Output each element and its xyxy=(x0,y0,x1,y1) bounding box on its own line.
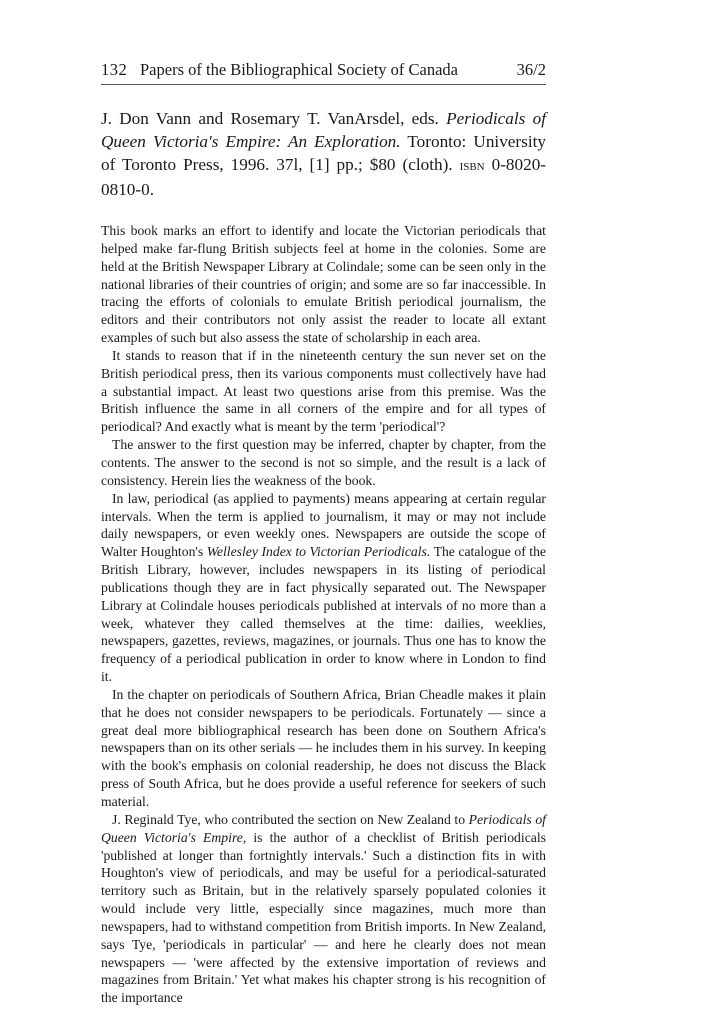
review-body xyxy=(101,222,546,1007)
running-head xyxy=(101,58,546,85)
journal-title: Papers of the Bibliographical Society of Canada xyxy=(140,60,458,79)
page xyxy=(101,58,546,1007)
paragraph-6-text-a: J. Reginald Tye, who contributed the section on New Zealand to xyxy=(112,811,469,827)
paragraph-4-text-a: In law, periodical (as applied to payments) means appearing at certain regular intervals. When the term is applied to journalism, it may or may not include daily newspapers, or even weekly ones. Newspapers are outside the scope of Walter Houghton's xyxy=(101,490,546,560)
citation-title: Periodicals of Queen Victoria's Empire: An Exploration. xyxy=(101,109,546,151)
paragraph-5: In the chapter on periodicals of Southern Africa, Brian Cheadle makes it plain that he does not consider newspapers to be periodicals. Fortunately — since a great deal more bibliographical research has been done on Southern Africa's newspapers than on its other serials — he includes them in his survey. In keeping with the book's emphasis on colonial readership, he does not discuss the Black press of South Africa, but he does provide a useful reference for seekers of such material. xyxy=(101,686,546,809)
page-number: 132 xyxy=(101,60,128,79)
paragraph-4-text-c: The catalogue of the British Library, however, includes newspapers in its listing of periodical publications though they are in fact physically separated out. The Newspaper Library at Colindale houses periodicals published at intervals of no more than a week, whatever they called themselves at the time: dailies, weeklies, newspapers, gazettes, reviews, magazines, or journals. Thus one has to know the frequency of a periodical publication in order to know where in London to find it. xyxy=(101,544,547,685)
paragraph-6 xyxy=(101,811,546,1007)
citation-publisher: Toronto: University of Toronto Press, 1996. 37l, [1] pp.; $80 (cloth). xyxy=(101,132,546,174)
wellesley-index-title: Wellesley Index to Victorian Periodicals. xyxy=(206,544,431,560)
citation-isbn: 0-8020-0810-0. xyxy=(101,155,547,199)
volume-issue: 36/2 xyxy=(516,60,546,79)
paragraph-2: It stands to reason that if in the nineteenth century the sun never set on the British periodical press, then its various components must collectively have had a substantial impact. At least two questions arise from this premise. Was the British influence the same in all corners of the empire and for all types of periodical? And exactly what is meant by the term 'periodical'? xyxy=(101,347,546,435)
review-citation xyxy=(101,107,546,201)
paragraph-6-text-c: is the author of a checklist of British periodicals 'published at longer than fortnightly intervals.' Such a distinction fits in with Houghton's view of periodicals, and may be useful for a periodical-saturated territory such as Britain, but in the relatively sparsely populated colonies it would include very little, especially since magazines, much more than newspapers, had to withstand competition from British imports. In New Zealand, says Tye, 'periodicals in particular' — and here he clearly does not mean newspapers — 'were affected by the extensive importation of reviews and magazines from Britain.' Yet what makes his chapter strong is his recognition of the importance xyxy=(101,829,546,1006)
citation-isbn-label: isbn xyxy=(459,158,485,174)
paragraph-4 xyxy=(101,490,546,686)
citation-authors: J. Don Vann and Rosemary T. VanArsdel, eds. xyxy=(101,109,439,128)
paragraph-3: The answer to the first question may be inferred, chapter by chapter, from the contents. The answer to the second is not so simple, and the result is a lack of consistency. Herein lies the weakness of the book. xyxy=(101,437,546,488)
book-title-italic: Periodicals of Queen Victoria's Empire, xyxy=(101,811,546,845)
paragraph-1: This book marks an effort to identify and locate the Victorian periodicals that helped make far-flung British subjects feel at home in the colonies. Some are held at the British Newspaper Library at Colindale; some can be seen only in the national libraries of their countries of origin; and some are so far inaccessible. In tracing the efforts of colonials to emulate British periodical journalism, the editors and their contributors not only assist the reader to locate all extant examples of such but also assess the state of scholarship in each area. xyxy=(101,223,546,346)
